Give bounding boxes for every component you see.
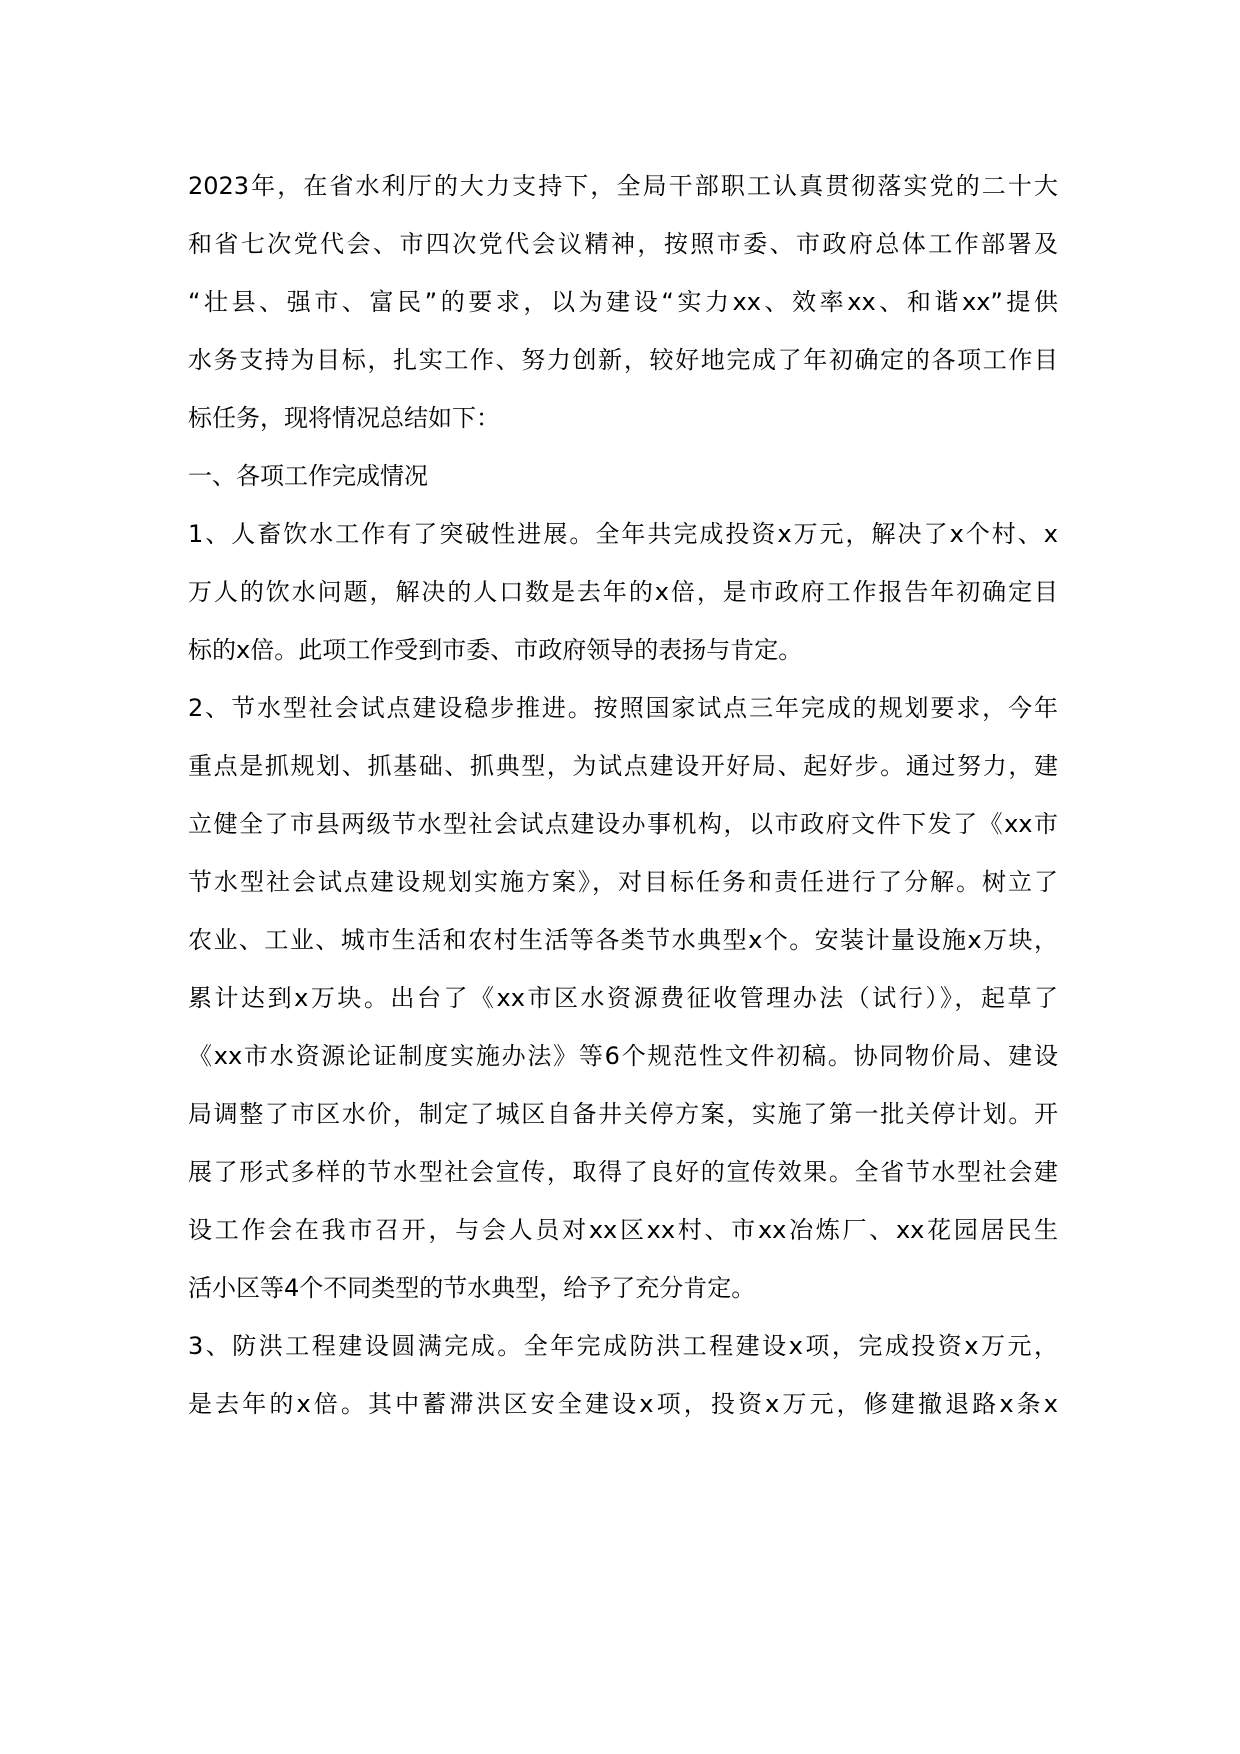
- text-line: 《xx市水资源论证制度实施办法》等6个规范性文件初稿。协同物价局、建设: [188, 1042, 1058, 1070]
- text-line: 活小区等4个不同类型的节水典型，给予了充分肯定。: [188, 1274, 756, 1302]
- text-line: 展了形式多样的节水型社会宣传，取得了良好的宣传效果。全省节水型社会建: [188, 1158, 1058, 1186]
- text-line: 标的x倍。此项工作受到市委、市政府领导的表扬与肯定。: [188, 636, 803, 664]
- text-line: 重点是抓规划、抓基础、抓典型，为试点建设开好局、起好步。通过努力，建: [188, 752, 1058, 780]
- text-line: 1、人畜饮水工作有了突破性进展。全年共完成投资x万元，解决了x个村、x: [188, 520, 1058, 548]
- text-line: 累计达到x万块。出台了《xx市区水资源费征收管理办法（试行）》，起草了: [188, 984, 1058, 1012]
- text-line: 节水型社会试点建设规划实施方案》，对目标任务和责任进行了分解。树立了: [188, 868, 1058, 896]
- text-line: 是去年的x倍。其中蓄滞洪区安全建设x项，投资x万元，修建撤退路x条x: [188, 1390, 1058, 1418]
- text-line: 2、节水型社会试点建设稳步推进。按照国家试点三年完成的规划要求，今年: [188, 694, 1058, 722]
- text-line: 农业、工业、城市生活和农村生活等各类节水典型x个。安装计量设施x万块，: [188, 926, 1058, 954]
- text-line: 设工作会在我市召开，与会人员对xx区xx村、市xx冶炼厂、xx花园居民生: [188, 1216, 1058, 1244]
- text-line: 和省七次党代会、市四次党代会议精神，按照市委、市政府总体工作部署及: [188, 230, 1058, 258]
- text-line: 标任务，现将情况总结如下：: [188, 404, 500, 432]
- text-line: 3、防洪工程建设圆满完成。全年完成防洪工程建设x项，完成投资x万元，: [188, 1332, 1058, 1360]
- text-line: “壮县、强市、富民”的要求，以为建设“实力xx、效率xx、和谐xx”提供: [188, 288, 1058, 316]
- text-line: 2023年，在省水利厅的大力支持下，全局干部职工认真贯彻落实党的二十大: [188, 172, 1058, 200]
- section-heading: 一、各项工作完成情况: [188, 462, 428, 490]
- text-line: 立健全了市县两级节水型社会试点建设办事机构，以市政府文件下发了《xx市: [188, 810, 1058, 838]
- text-line: 万人的饮水问题，解决的人口数是去年的x倍，是市政府工作报告年初确定目: [188, 578, 1058, 606]
- text-line: 水务支持为目标，扎实工作、努力创新，较好地完成了年初确定的各项工作目: [188, 346, 1058, 374]
- text-line: 局调整了市区水价，制定了城区自备井关停方案，实施了第一批关停计划。开: [188, 1100, 1058, 1128]
